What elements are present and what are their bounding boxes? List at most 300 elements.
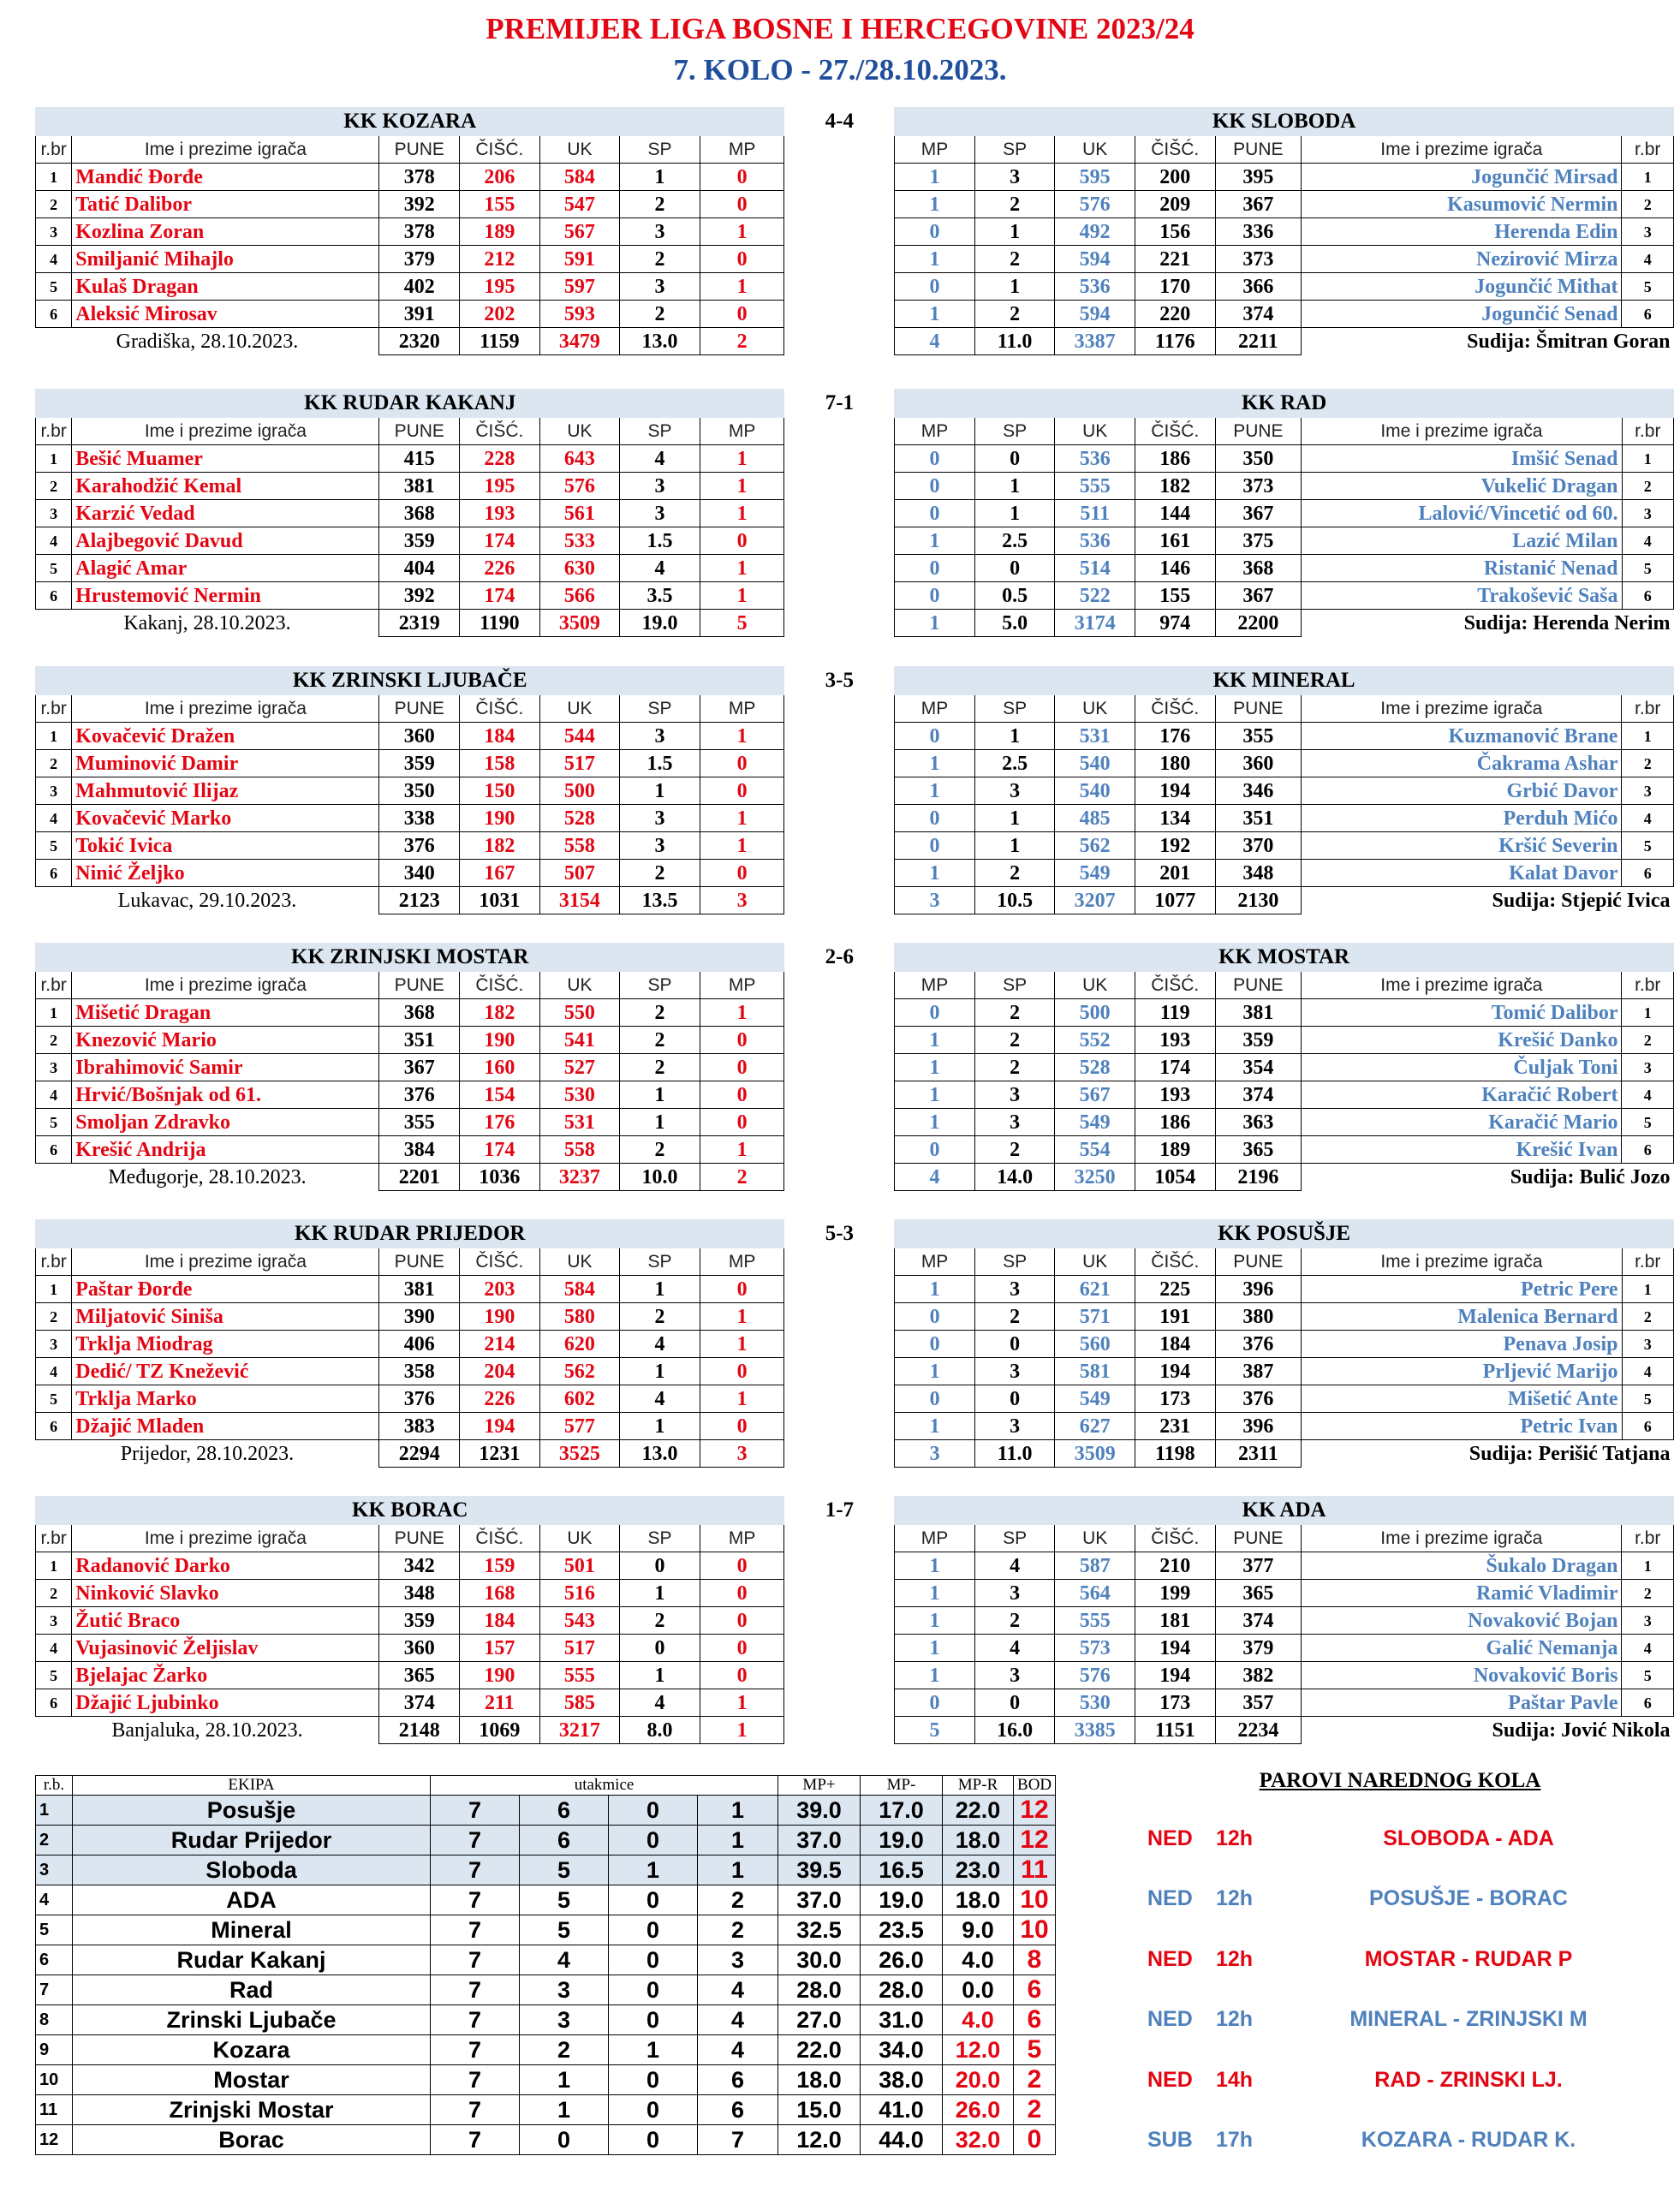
standings-won: 6: [520, 1796, 609, 1826]
pune-cell: 359: [1215, 1027, 1302, 1054]
uk-cell: 577: [539, 1413, 620, 1440]
sp-cell: 1: [974, 218, 1055, 246]
standings-won: 0: [520, 2125, 609, 2155]
mp-cell: 1: [895, 750, 975, 777]
player-row: [36, 1027, 1674, 1054]
fixture-time: 12h: [1216, 2007, 1254, 2032]
uk-cell: 567: [539, 218, 620, 246]
standings-header-mp-plus: MP+: [778, 1776, 861, 1796]
player-name: Hrustemović Nermin: [72, 582, 379, 610]
uk-cell: 543: [539, 1607, 620, 1635]
rank-cell: 2: [36, 1027, 72, 1054]
player-name: Trakošević Saša: [1302, 582, 1622, 610]
rank-cell: 2: [36, 473, 72, 500]
pune-cell: 402: [379, 273, 460, 301]
player-name: Mišetić Dragan: [72, 999, 379, 1027]
pune-cell: 367: [1215, 191, 1302, 218]
fixture-pair: MINERAL - ZRINJSKI M: [1349, 2007, 1588, 2032]
next-fixture-row: [1147, 1990, 1653, 2051]
rank-cell: 1: [1622, 999, 1674, 1027]
column-header: UK: [1055, 1525, 1135, 1552]
player-name: Petric Pere: [1302, 1276, 1622, 1303]
player-name: Smiljanić Mihajlo: [72, 246, 379, 273]
uk-cell: 587: [1055, 1552, 1135, 1580]
mp-cell: 1: [895, 1580, 975, 1607]
rank-cell: 2: [1622, 1027, 1674, 1054]
mp-cell: 0: [895, 445, 975, 473]
uk-cell: 500: [539, 777, 620, 805]
pune-cell: 374: [1215, 1607, 1302, 1635]
column-header: PUNE: [379, 136, 460, 164]
total-uk: 3387: [1055, 328, 1135, 355]
spacer: [784, 1276, 895, 1303]
sp-cell: 2: [620, 246, 700, 273]
away-team-name: KK MOSTAR: [895, 944, 1674, 972]
player-row: [36, 527, 1674, 555]
away-team-name: KK SLOBODA: [895, 108, 1674, 136]
uk-cell: 564: [1055, 1580, 1135, 1607]
total-pune: 2294: [379, 1440, 460, 1468]
player-name: Paštar Pavle: [1302, 1689, 1622, 1717]
player-row: [36, 1276, 1674, 1303]
player-row: [36, 999, 1674, 1027]
sp-cell: 1: [974, 723, 1055, 750]
spacer: [784, 1607, 895, 1635]
column-header: PUNE: [379, 418, 460, 445]
cisc-cell: 173: [1135, 1385, 1216, 1413]
match-referee: Sudija: Jović Nikola: [1492, 1718, 1671, 1742]
away-team-name: KK POSUŠJE: [895, 1220, 1674, 1248]
rank-cell: 1: [1622, 164, 1674, 191]
spacer: [784, 246, 895, 273]
uk-cell: 547: [539, 191, 620, 218]
uk-cell: 528: [539, 805, 620, 832]
player-name: Radanović Darko: [72, 1552, 379, 1580]
match-location: Lukavac, 29.10.2023.: [117, 889, 297, 912]
fixture-time: 12h: [1216, 1946, 1254, 1971]
rank-cell: 2: [36, 1580, 72, 1607]
standings-team: Zrinski Ljubače: [73, 2005, 431, 2035]
mp-cell: 0: [700, 1276, 784, 1303]
standings-won: 5: [520, 1855, 609, 1885]
player-row: [36, 1109, 1674, 1136]
sp-cell: 2: [620, 301, 700, 328]
sp-cell: 1: [620, 1276, 700, 1303]
rank-cell: 4: [1622, 1635, 1674, 1662]
standings-team: Rad: [73, 1975, 431, 2005]
match-score: 5-3: [784, 1220, 895, 1248]
uk-cell: 602: [539, 1385, 620, 1413]
sp-cell: 2: [974, 1136, 1055, 1164]
cisc-cell: 195: [460, 473, 540, 500]
mp-cell: 0: [700, 750, 784, 777]
total-cisc: 1069: [460, 1717, 540, 1744]
standings-played: 7: [431, 1945, 520, 1975]
cisc-cell: 184: [460, 723, 540, 750]
column-header: UK: [539, 1248, 620, 1276]
total-cisc: 1231: [460, 1440, 540, 1468]
standings-won: 1: [520, 2065, 609, 2095]
mp-cell: 0: [700, 1662, 784, 1689]
player-name: Bešić Muamer: [72, 445, 379, 473]
rank-cell: 1: [1622, 1276, 1673, 1303]
cisc-cell: 194: [1135, 1635, 1215, 1662]
standings-drawn: 0: [609, 1975, 698, 2005]
page-title: PREMIJER LIGA BOSNE I HERCEGOVINE 2023/24: [486, 12, 1194, 45]
rank-cell: 6: [1622, 1413, 1673, 1440]
next-fixture-row: [1147, 1869, 1653, 1930]
rank-cell: 4: [1622, 1358, 1673, 1385]
column-header: r.br: [36, 1248, 72, 1276]
player-name: Čuljak Toni: [1302, 1054, 1622, 1081]
player-row: [36, 273, 1674, 301]
total-mp: 2: [700, 1164, 784, 1191]
mp-cell: 0: [700, 1580, 784, 1607]
standings-won: 3: [520, 1975, 609, 2005]
column-header: SP: [974, 418, 1055, 445]
mp-cell: 1: [700, 1689, 784, 1717]
uk-cell: 573: [1055, 1635, 1135, 1662]
spacer: [784, 301, 895, 328]
uk-cell: 522: [1055, 582, 1135, 610]
pune-cell: 392: [379, 191, 460, 218]
sp-cell: 0: [974, 1385, 1055, 1413]
rank-cell: 3: [1622, 500, 1673, 527]
pune-cell: 379: [1215, 1635, 1302, 1662]
mp-cell: 0: [895, 1303, 975, 1331]
player-name: Lalović/Vincetić od 60.: [1302, 500, 1622, 527]
uk-cell: 549: [1055, 1385, 1135, 1413]
player-name: Kršić Severin: [1302, 832, 1622, 860]
player-name: Perduh Mićo: [1302, 805, 1622, 832]
total-pune: 2130: [1215, 887, 1302, 914]
total-uk: 3154: [539, 887, 620, 914]
player-name: Vujasinović Željislav: [72, 1635, 379, 1662]
player-name: Hrvić/Bošnjak od 61.: [72, 1081, 379, 1109]
match-referee: Sudija: Herenda Nerim: [1463, 611, 1671, 634]
rank-cell: 1: [36, 1552, 72, 1580]
sp-cell: 1: [974, 832, 1055, 860]
column-header: UK: [539, 136, 620, 164]
standings-rank: 7: [36, 1975, 73, 2005]
player-name: Trklja Miodrag: [72, 1331, 379, 1358]
cisc-cell: 174: [460, 1136, 540, 1164]
uk-cell: 630: [539, 555, 620, 582]
sp-cell: 0: [974, 1689, 1055, 1717]
uk-cell: 566: [539, 582, 620, 610]
spacer: [784, 610, 895, 637]
spacer: [784, 805, 895, 832]
standings-header-rb: r.b.: [36, 1776, 73, 1796]
uk-cell: 561: [539, 500, 620, 527]
sp-cell: 1: [620, 1580, 700, 1607]
uk-cell: 554: [1055, 1136, 1135, 1164]
cisc-cell: 209: [1135, 191, 1215, 218]
standings-mp-r: 18.0: [943, 1826, 1014, 1855]
rank-cell: 6: [1622, 860, 1674, 887]
column-header: PUNE: [379, 972, 460, 999]
total-mp: 1: [895, 610, 975, 637]
cisc-cell: 190: [460, 805, 540, 832]
sp-cell: 2: [620, 191, 700, 218]
total-mp: 3: [700, 1440, 784, 1468]
sp-cell: 1: [620, 1109, 700, 1136]
player-name: Džajić Mladen: [72, 1413, 379, 1440]
column-header: ČIŠĆ.: [1135, 418, 1216, 445]
standings-rank: 5: [36, 1915, 73, 1945]
sp-cell: 1: [620, 1081, 700, 1109]
spacer: [784, 1109, 895, 1136]
pune-cell: 373: [1215, 473, 1302, 500]
player-name: Knezović Mario: [72, 1027, 379, 1054]
rank-cell: 3: [36, 1607, 72, 1635]
mp-cell: 0: [895, 273, 975, 301]
uk-cell: 507: [539, 860, 620, 887]
total-cisc: 1036: [460, 1164, 540, 1191]
rank-cell: 6: [1622, 582, 1673, 610]
standings-drawn: 0: [609, 1796, 698, 1826]
total-mp: 3: [895, 1440, 975, 1468]
spacer: [784, 1717, 895, 1744]
total-sp: 11.0: [974, 1440, 1055, 1468]
rank-cell: 4: [1622, 246, 1674, 273]
sp-cell: 3.5: [620, 582, 700, 610]
uk-cell: 549: [1055, 1109, 1135, 1136]
mp-cell: 0: [895, 1385, 975, 1413]
standings-header-matches: utakmice: [431, 1776, 778, 1796]
mp-cell: 0: [700, 164, 784, 191]
standings-played: 7: [431, 1915, 520, 1945]
pune-cell: 392: [379, 582, 460, 610]
away-team-name: KK ADA: [895, 1497, 1674, 1525]
total-pune: 2311: [1215, 1440, 1302, 1468]
player-row: [36, 500, 1674, 527]
standings-played: 7: [431, 2095, 520, 2125]
mp-cell: 0: [700, 527, 784, 555]
mp-cell: 1: [895, 1358, 975, 1385]
column-header: PUNE: [1215, 418, 1302, 445]
spacer: [784, 1413, 895, 1440]
spacer: [784, 218, 895, 246]
cisc-cell: 134: [1135, 805, 1215, 832]
total-mp: 2: [700, 328, 784, 355]
column-header: SP: [620, 972, 700, 999]
sp-cell: 4: [620, 445, 700, 473]
standings-drawn: 1: [609, 2035, 698, 2065]
total-uk: 3207: [1055, 887, 1135, 914]
pune-cell: 380: [1215, 1303, 1302, 1331]
standings-team: Posušje: [73, 1796, 431, 1826]
total-sp: 5.0: [974, 610, 1055, 637]
column-header: PUNE: [379, 1248, 460, 1276]
cisc-cell: 202: [460, 301, 540, 328]
column-header: r.br: [1622, 418, 1673, 445]
cisc-cell: 206: [460, 164, 540, 191]
player-row: [36, 1689, 1674, 1717]
pune-cell: 391: [379, 301, 460, 328]
pune-cell: 365: [1215, 1580, 1302, 1607]
player-name: Paštar Đorđe: [72, 1276, 379, 1303]
cisc-cell: 186: [1135, 1109, 1215, 1136]
sp-cell: 2: [620, 1136, 700, 1164]
standings-drawn: 0: [609, 1915, 698, 1945]
total-pune: 2211: [1215, 328, 1302, 355]
cisc-cell: 189: [460, 218, 540, 246]
sp-cell: 4: [974, 1552, 1055, 1580]
cisc-cell: 221: [1135, 246, 1215, 273]
column-header: SP: [620, 418, 700, 445]
pune-cell: 383: [379, 1413, 460, 1440]
standings-team: Mineral: [73, 1915, 431, 1945]
fixture-time: 12h: [1216, 1826, 1254, 1850]
fixture-day: NED: [1147, 1886, 1193, 1911]
column-header: UK: [539, 972, 620, 999]
standings-lost: 7: [698, 2125, 778, 2155]
cisc-cell: 193: [1135, 1027, 1215, 1054]
standings-mp-plus: 37.0: [778, 1885, 861, 1915]
player-name: Lazić Milan: [1302, 527, 1622, 555]
cisc-cell: 231: [1135, 1413, 1216, 1440]
column-header: ČIŠĆ.: [460, 695, 540, 723]
standings-mp-minus: 23.5: [861, 1915, 943, 1945]
uk-cell: 627: [1055, 1413, 1135, 1440]
mp-cell: 0: [895, 723, 975, 750]
player-row: [36, 582, 1674, 610]
column-header: r.br: [1622, 972, 1674, 999]
pune-cell: 376: [379, 832, 460, 860]
player-name: Imšić Senad: [1302, 445, 1622, 473]
standings-lost: 2: [698, 1885, 778, 1915]
player-name: Dedić/ TZ Knežević: [72, 1358, 379, 1385]
sp-cell: 2: [620, 1027, 700, 1054]
total-sp: 14.0: [974, 1164, 1055, 1191]
sp-cell: 1: [974, 473, 1055, 500]
match-referee: Sudija: Bulić Jozo: [1510, 1165, 1671, 1188]
cisc-cell: 161: [1135, 527, 1216, 555]
standings-row: [36, 1975, 1056, 2005]
total-mp: 1: [700, 1717, 784, 1744]
standings-played: 7: [431, 1826, 520, 1855]
standings-row: [36, 1855, 1056, 1885]
standings-won: 2: [520, 2035, 609, 2065]
uk-cell: 517: [539, 1635, 620, 1662]
player-row: [36, 832, 1674, 860]
uk-cell: 531: [1055, 723, 1135, 750]
total-sp: 11.0: [974, 328, 1055, 355]
standings-mp-r: 0.0: [943, 1975, 1014, 2005]
spacer: [784, 164, 895, 191]
match-referee: Sudija: Šmitran Goran: [1467, 330, 1671, 353]
rank-cell: 3: [36, 1331, 72, 1358]
mp-cell: 1: [895, 164, 975, 191]
player-name: Herenda Edin: [1302, 218, 1622, 246]
rank-cell: 4: [1622, 1081, 1674, 1109]
column-header: r.br: [1622, 1525, 1674, 1552]
uk-cell: 517: [539, 750, 620, 777]
standings-rank: 12: [36, 2125, 73, 2155]
cisc-cell: 211: [460, 1689, 540, 1717]
total-uk: 3237: [539, 1164, 620, 1191]
mp-cell: 1: [895, 1054, 975, 1081]
spacer: [784, 1303, 895, 1331]
spacer: [784, 1331, 895, 1358]
next-round-panel: [1147, 1769, 1653, 2171]
match-score: 4-4: [784, 108, 895, 136]
uk-cell: 597: [539, 273, 620, 301]
pune-cell: 368: [1215, 555, 1302, 582]
player-name: Krešić Andrija: [72, 1136, 379, 1164]
spacer: [784, 1027, 895, 1054]
match-location: Međugorje, 28.10.2023.: [108, 1165, 307, 1188]
total-mp: 4: [895, 328, 975, 355]
standings-lost: 2: [698, 1915, 778, 1945]
sp-cell: 2: [620, 860, 700, 887]
total-pune: 2319: [379, 610, 460, 637]
sp-cell: 1: [620, 777, 700, 805]
pune-cell: 360: [379, 1635, 460, 1662]
column-header: SP: [620, 1525, 700, 1552]
player-row: [36, 723, 1674, 750]
match-score: 1-7: [784, 1497, 895, 1525]
total-cisc: 1159: [460, 328, 540, 355]
sp-cell: 1: [620, 1413, 700, 1440]
column-header: Ime i prezime igrača: [72, 418, 379, 445]
player-row: [36, 805, 1674, 832]
standings-row: [36, 1945, 1056, 1975]
total-sp: 13.0: [620, 328, 700, 355]
standings-header-mp-r: MP-R: [943, 1776, 1014, 1796]
rank-cell: 3: [1622, 1054, 1674, 1081]
sp-cell: 3: [974, 1413, 1055, 1440]
pune-cell: 367: [1215, 582, 1302, 610]
mp-cell: 1: [700, 473, 784, 500]
cisc-cell: 182: [1135, 473, 1216, 500]
mp-cell: 1: [700, 500, 784, 527]
standings-drawn: 0: [609, 2125, 698, 2155]
match-location: Banjaluka, 28.10.2023.: [111, 1718, 303, 1742]
home-team-name: KK RUDAR KAKANJ: [36, 390, 784, 418]
standings-points: 2: [1014, 2065, 1056, 2095]
cisc-cell: 225: [1135, 1276, 1216, 1303]
standings-team: Rudar Prijedor: [73, 1826, 431, 1855]
uk-cell: 567: [1055, 1081, 1135, 1109]
mp-cell: 0: [700, 860, 784, 887]
rank-cell: 3: [1622, 218, 1674, 246]
player-name: Malenica Bernard: [1302, 1303, 1622, 1331]
rank-cell: 2: [36, 750, 72, 777]
sp-cell: 3: [974, 164, 1055, 191]
player-row: [36, 860, 1674, 887]
standings-played: 7: [431, 2035, 520, 2065]
standings-played: 7: [431, 1885, 520, 1915]
cisc-cell: 174: [460, 582, 540, 610]
player-name: Muminović Damir: [72, 750, 379, 777]
column-header: r.br: [1622, 1248, 1673, 1276]
total-uk: 3509: [539, 610, 620, 637]
column-header: Ime i prezime igrača: [72, 136, 379, 164]
player-name: Ninković Slavko: [72, 1580, 379, 1607]
total-cisc: 1151: [1135, 1717, 1215, 1744]
column-header: Ime i prezime igrača: [72, 695, 379, 723]
sp-cell: 3: [974, 1081, 1055, 1109]
column-header: ČIŠĆ.: [460, 972, 540, 999]
standings-team: Borac: [73, 2125, 431, 2155]
uk-cell: 576: [1055, 191, 1135, 218]
mp-cell: 1: [895, 1662, 975, 1689]
spacer: [784, 777, 895, 805]
home-team-name: KK ZRINSKI LJUBAČE: [36, 667, 784, 695]
rank-cell: 6: [36, 301, 72, 328]
